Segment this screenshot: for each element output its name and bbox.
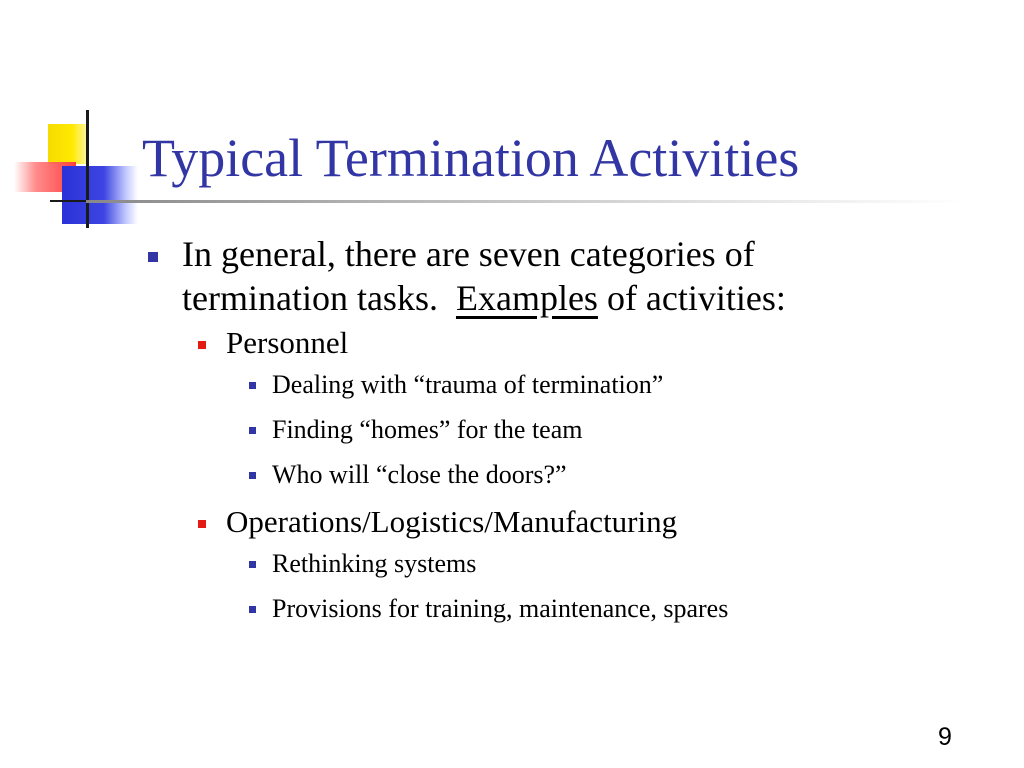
list-item-label: Dealing with “trauma of termination” [272,370,664,399]
square-bullet-icon [249,472,256,479]
intro-line-2-pre: termination tasks. [182,278,456,318]
intro-line-2-post: of activities: [597,278,786,318]
list-item-label: Rethinking systems [272,549,477,578]
square-bullet-icon [198,520,206,528]
intro-line-2 [182,276,984,320]
list-item-label: Finding “homes” for the team [272,415,583,444]
logo-blue-square [62,166,138,224]
list-item-label: Provisions for training, maintenance, spares [272,594,729,623]
list-item [272,452,984,497]
square-bullet-icon [249,427,256,434]
logo-yellow-square [48,124,88,164]
square-bullet-icon [249,561,256,568]
list-item [272,362,984,407]
logo-vertical-line [86,110,89,228]
slide-title: Typical Termination Activities [142,128,800,188]
intro-line-1: In general, there are seven categories of [182,234,755,274]
title-divider [86,200,966,203]
square-bullet-icon [148,252,158,262]
decorative-logo [0,0,140,240]
square-bullet-icon [249,606,256,613]
page-number: 9 [938,723,952,751]
section-heading-label: Operations/Logistics/Manufacturing [226,504,678,539]
slide-content [144,232,984,631]
list-item [272,407,984,452]
square-bullet-icon [249,382,256,389]
square-bullet-icon [198,341,206,349]
section-heading [226,503,984,541]
list-item [272,586,984,631]
list-item-label: Who will “close the doors?” [272,460,567,489]
section-heading [226,324,984,362]
intro-bullet [144,232,984,320]
examples-underlined: Examples [455,278,598,318]
section-heading-label: Personnel [226,325,349,360]
list-item [272,541,984,586]
